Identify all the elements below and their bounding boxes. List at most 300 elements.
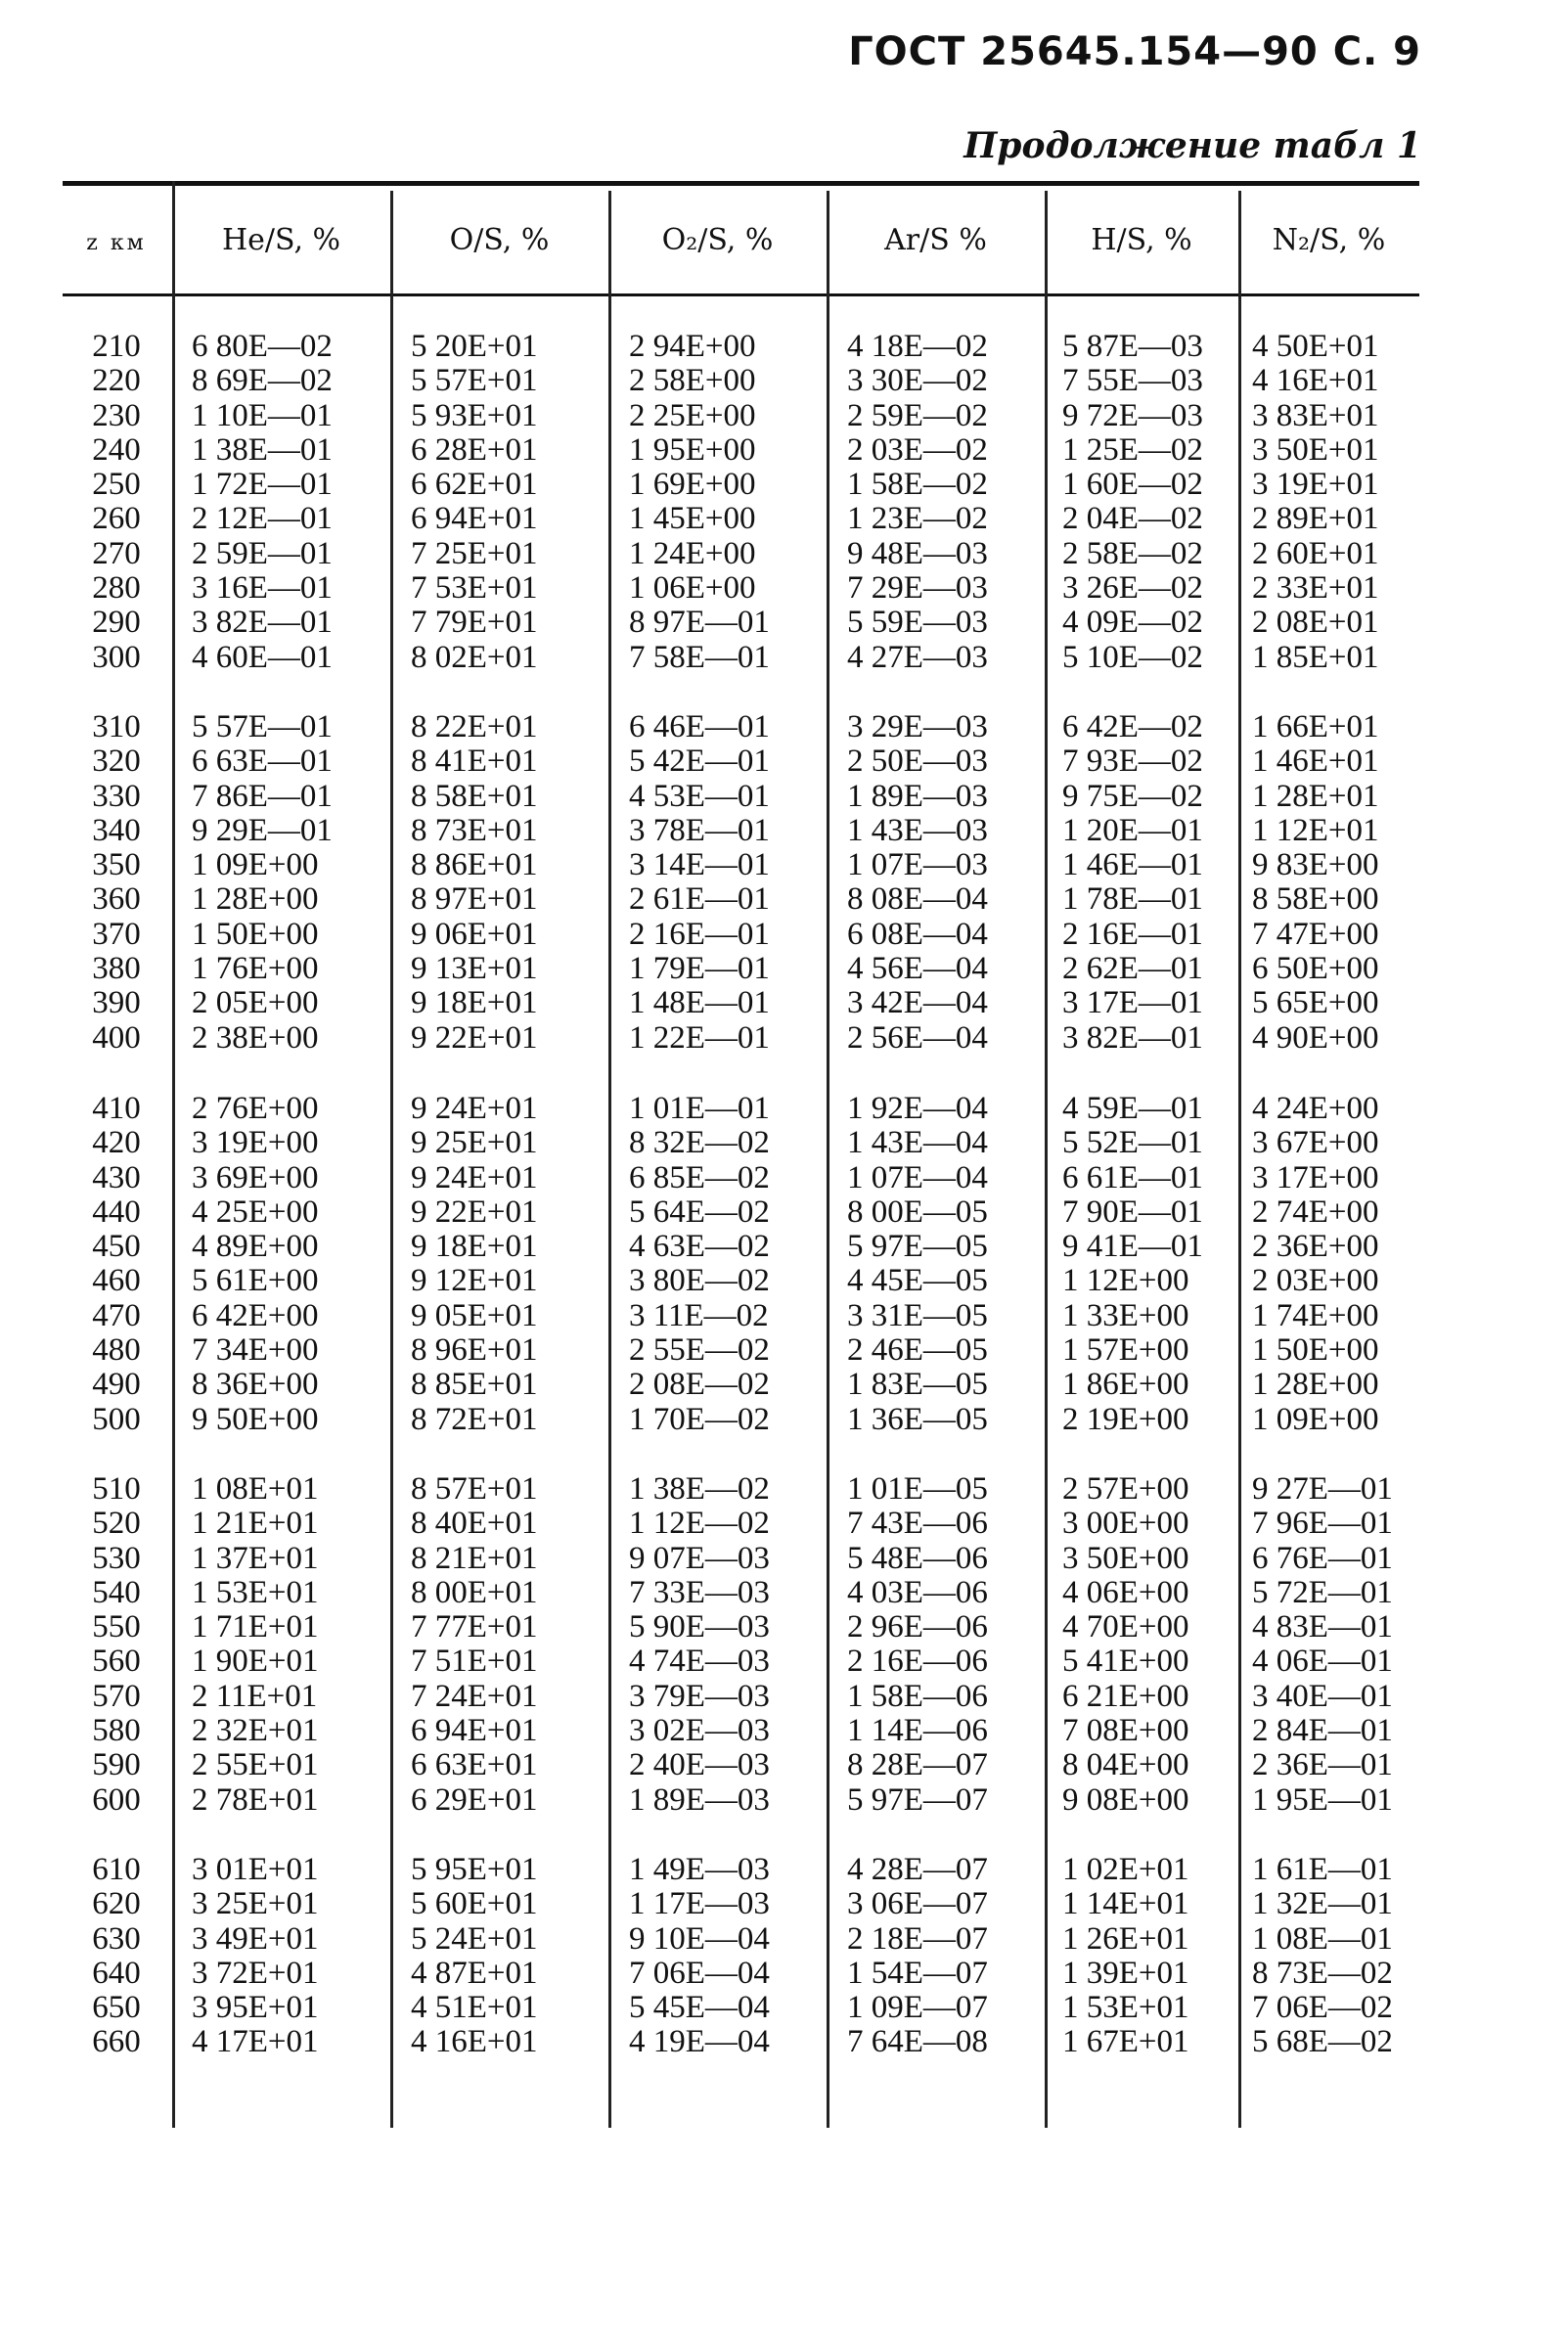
- table-cell: 3 78E—01: [629, 812, 770, 848]
- table-cell: 360: [92, 881, 141, 918]
- column-z-values: [63, 1092, 170, 1437]
- table-cell: 6 61E—01: [1062, 1159, 1203, 1195]
- column-he-values: [192, 1092, 387, 1437]
- column-o2-values: [629, 1092, 825, 1437]
- table-cell: 300: [92, 639, 141, 675]
- column-h-values: [1062, 1472, 1238, 1818]
- table-cell: 330: [92, 778, 141, 814]
- table-cell: 4 50E+01: [1252, 329, 1379, 364]
- table-cell: 1 07E—03: [847, 847, 988, 883]
- table-cell: 1 09E+00: [192, 847, 319, 883]
- table-cell: 5 57E—01: [192, 709, 333, 744]
- table-cell: 3 00E+00: [1062, 1506, 1189, 1542]
- table-cell: 4 90E+00: [1252, 1019, 1379, 1056]
- table-cell: 4 25E+00: [192, 1194, 319, 1230]
- table-cell: 3 69E+00: [192, 1159, 319, 1195]
- column-header-h: H/S, %: [1091, 223, 1192, 257]
- column-ar-values: [847, 1092, 1043, 1437]
- table-cell: 470: [92, 1297, 141, 1333]
- table-cell: 5 52E—01: [1062, 1125, 1203, 1161]
- column-ar-values: [847, 330, 1043, 675]
- table-cell: 1 17E—03: [629, 1886, 770, 1922]
- table-cell: 1 14E+01: [1062, 1886, 1189, 1922]
- table-cell: 1 92E—04: [847, 1091, 988, 1126]
- table-cell: 7 93E—02: [1062, 743, 1203, 780]
- table-cell: 1 78E—01: [1062, 881, 1203, 918]
- table-cell: 7 51E+01: [411, 1644, 538, 1680]
- table-cell: 9 27E—01: [1252, 1471, 1393, 1507]
- table-cell: 8 72E+01: [411, 1401, 538, 1437]
- table-cell: 5 64E—02: [629, 1194, 770, 1230]
- table-cell: 2 57E+00: [1062, 1471, 1189, 1507]
- table-cell: 1 58E—06: [847, 1678, 988, 1714]
- table-row-group: [0, 710, 1568, 1072]
- column-he-values: [192, 1853, 387, 2060]
- table-cell: 9 07E—03: [629, 1540, 770, 1576]
- table-cell: 8 04E+00: [1062, 1747, 1189, 1783]
- table-cell: 1 83E—05: [847, 1367, 988, 1403]
- table-cell: 1 79E—01: [629, 951, 770, 987]
- table-cell: 1 33E+00: [1062, 1297, 1189, 1333]
- table-cell: 2 78E+01: [192, 1781, 319, 1818]
- table-cell: 1 02E+01: [1062, 1852, 1189, 1887]
- table-cell: 4 51E+01: [411, 1990, 538, 2026]
- table-cell: 1 38E—02: [629, 1471, 770, 1507]
- table-cell: 1 22E—01: [629, 1019, 770, 1056]
- table-cell: 450: [92, 1229, 141, 1265]
- column-he-values: [192, 710, 387, 1056]
- table-cell: 4 83E—01: [1252, 1609, 1393, 1645]
- table-cell: 5 48E—06: [847, 1540, 988, 1576]
- table-cell: 310: [92, 709, 141, 744]
- table-cell: 4 06E+00: [1062, 1574, 1189, 1610]
- column-n2-values: [1252, 330, 1418, 675]
- table-cell: 610: [92, 1852, 141, 1887]
- table-cell: 1 01E—01: [629, 1091, 770, 1126]
- table-cell: 1 09E+00: [1252, 1401, 1379, 1437]
- table-cell: 3 82E—01: [1062, 1019, 1203, 1056]
- table-cell: 3 01E+01: [192, 1852, 319, 1887]
- table-cell: 4 27E—03: [847, 639, 988, 675]
- table-cell: 1 28E+00: [1252, 1367, 1379, 1403]
- table-cell: 1 01E—05: [847, 1471, 988, 1507]
- table-cell: 3 29E—03: [847, 709, 988, 744]
- table-cell: 5 87E—03: [1062, 329, 1203, 364]
- table-cell: 4 59E—01: [1062, 1091, 1203, 1126]
- table-cell: 3 50E+00: [1062, 1540, 1189, 1576]
- table-cell: 390: [92, 985, 141, 1021]
- column-o2-values: [629, 330, 825, 675]
- table-cell: 500: [92, 1401, 141, 1437]
- table-cell: 660: [92, 2024, 141, 2060]
- table-cell: 2 16E—01: [629, 916, 770, 952]
- table-cell: 1 43E—03: [847, 812, 988, 848]
- table-cell: 600: [92, 1781, 141, 1818]
- table-cell: 8 97E+01: [411, 881, 538, 918]
- table-cell: 7 29E—03: [847, 570, 988, 607]
- table-cell: 7 86E—01: [192, 778, 333, 814]
- table-cell: 5 72E—01: [1252, 1574, 1393, 1610]
- table-cell: 3 11E—02: [629, 1297, 769, 1333]
- table-cell: 7 96E—01: [1252, 1506, 1393, 1542]
- table-cell: 2 56E—04: [847, 1019, 988, 1056]
- table-cell: 240: [92, 431, 141, 468]
- table-cell: 1 57E+00: [1062, 1332, 1189, 1369]
- table-cell: 1 38E—01: [192, 431, 333, 468]
- table-cell: 1 06E+00: [629, 570, 756, 607]
- table-cell: 8 96E+01: [411, 1332, 538, 1369]
- column-ar-values: [847, 1472, 1043, 1818]
- table-cell: 8 22E+01: [411, 709, 538, 744]
- table-cell: 4 18E—02: [847, 329, 988, 364]
- table-cell: 560: [92, 1644, 141, 1680]
- table-cell: 4 09E—02: [1062, 605, 1203, 641]
- table-cell: 2 04E—02: [1062, 501, 1203, 537]
- document-title: ГОСТ 25645.154—90 С. 9: [848, 29, 1421, 74]
- table-cell: 480: [92, 1332, 141, 1369]
- table-cell: 4 45E—05: [847, 1263, 988, 1299]
- table-cell: 9 48E—03: [847, 535, 988, 571]
- table-cell: 410: [92, 1091, 141, 1126]
- column-he-values: [192, 330, 387, 675]
- table-cell: 1 12E+00: [1062, 1263, 1189, 1299]
- column-ar-values: [847, 1853, 1043, 2060]
- table-cell: 220: [92, 363, 141, 399]
- table-cell: 5 57E+01: [411, 363, 538, 399]
- table-cell: 6 80E—02: [192, 329, 333, 364]
- table-cell: 5 61E+00: [192, 1263, 319, 1299]
- table-cell: 4 63E—02: [629, 1229, 770, 1265]
- table-cell: 590: [92, 1747, 141, 1783]
- table-cell: 2 12E—01: [192, 501, 333, 537]
- table-cell: 490: [92, 1367, 141, 1403]
- table-cell: 3 16E—01: [192, 570, 333, 607]
- table-top-rule: [63, 181, 1419, 186]
- table-cell: 1 24E+00: [629, 535, 756, 571]
- column-header-he: He/S, %: [221, 223, 341, 257]
- table-cell: 2 59E—01: [192, 535, 333, 571]
- table-cell: 7 24E+01: [411, 1678, 538, 1714]
- table-cell: 1 50E+00: [192, 916, 319, 952]
- table-row-group: [0, 1092, 1568, 1454]
- table-cell: 6 42E+00: [192, 1297, 319, 1333]
- table-cell: 1 43E—04: [847, 1125, 988, 1161]
- table-cell: 7 90E—01: [1062, 1194, 1203, 1230]
- table-cell: 9 18E+01: [411, 1229, 538, 1265]
- table-cell: 8 86E+01: [411, 847, 538, 883]
- table-cell: 6 46E—01: [629, 709, 770, 744]
- column-o-values: [411, 330, 606, 675]
- table-cell: 8 28E—07: [847, 1747, 988, 1783]
- table-cell: 1 28E+01: [1252, 778, 1379, 814]
- table-cell: 7 25E+01: [411, 535, 538, 571]
- table-cell: 5 20E+01: [411, 329, 538, 364]
- table-cell: 8 08E—04: [847, 881, 988, 918]
- table-cell: 4 60E—01: [192, 639, 333, 675]
- table-cell: 3 83E+01: [1252, 397, 1379, 433]
- table-cell: 3 67E+00: [1252, 1125, 1379, 1161]
- table-cell: 6 94E+01: [411, 501, 538, 537]
- table-cell: 7 33E—03: [629, 1574, 770, 1610]
- table-cell: 7 64E—08: [847, 2024, 988, 2060]
- table-cell: 1 60E—02: [1062, 467, 1203, 503]
- table-cell: 6 21E+00: [1062, 1678, 1189, 1714]
- table-cell: 250: [92, 467, 141, 503]
- table-cell: 260: [92, 501, 141, 537]
- table-cell: 3 17E+00: [1252, 1159, 1379, 1195]
- table-cell: 1 61E—01: [1252, 1852, 1393, 1887]
- table-cell: 8 36E+00: [192, 1367, 319, 1403]
- table-cell: 3 49E+01: [192, 1920, 319, 1957]
- table-cell: 350: [92, 847, 141, 883]
- table-cell: 1 32E—01: [1252, 1886, 1393, 1922]
- table-cell: 2 08E—02: [629, 1367, 770, 1403]
- table-cell: 1 89E—03: [847, 778, 988, 814]
- table-cell: 2 05E+00: [192, 985, 319, 1021]
- table-cell: 7 43E—06: [847, 1506, 988, 1542]
- table-cell: 580: [92, 1713, 141, 1749]
- table-cell: 7 06E—02: [1252, 1990, 1393, 2026]
- column-o-values: [411, 1472, 606, 1818]
- table-row-group: [0, 330, 1568, 692]
- table-cell: 400: [92, 1019, 141, 1056]
- table-cell: 1 76E+00: [192, 951, 319, 987]
- table-cell: 9 50E+00: [192, 1401, 319, 1437]
- table-cell: 4 03E—06: [847, 1574, 988, 1610]
- column-o2-values: [629, 1853, 825, 2060]
- table-cell: 5 97E—07: [847, 1781, 988, 1818]
- table-cell: 2 58E—02: [1062, 535, 1203, 571]
- table-cell: 1 28E+00: [192, 881, 319, 918]
- table-cell: 4 87E+01: [411, 1955, 538, 1991]
- table-cell: 5 95E+01: [411, 1852, 538, 1887]
- table-cell: 2 11E+01: [192, 1678, 318, 1714]
- table-cell: 420: [92, 1125, 141, 1161]
- table-cell: 5 45E—04: [629, 1990, 770, 2026]
- table-cell: 1 14E—06: [847, 1713, 988, 1749]
- table-cell: 4 16E+01: [411, 2024, 538, 2060]
- table-cell: 5 60E+01: [411, 1886, 538, 1922]
- table-cell: 1 54E—07: [847, 1955, 988, 1991]
- column-ar-values: [847, 710, 1043, 1056]
- table-cell: 1 26E+01: [1062, 1920, 1189, 1957]
- column-h-values: [1062, 1853, 1238, 2060]
- table-cell: 3 95E+01: [192, 1990, 319, 2026]
- table-cell: 6 28E+01: [411, 431, 538, 468]
- table-cell: 1 46E—01: [1062, 847, 1203, 883]
- table-cell: 550: [92, 1609, 141, 1645]
- table-continuation-caption: Продолжение табл 1: [963, 125, 1421, 166]
- table-cell: 2 16E—06: [847, 1644, 988, 1680]
- table-cell: 7 53E+01: [411, 570, 538, 607]
- table-cell: 1 58E—02: [847, 467, 988, 503]
- column-h-values: [1062, 710, 1238, 1056]
- table-cell: 1 49E—03: [629, 1852, 770, 1887]
- table-cell: 3 40E—01: [1252, 1678, 1393, 1714]
- table-cell: 3 19E+01: [1252, 467, 1379, 503]
- table-cell: 8 58E+01: [411, 778, 538, 814]
- table-cell: 620: [92, 1886, 141, 1922]
- table-cell: 9 05E+01: [411, 1297, 538, 1333]
- table-cell: 7 58E—01: [629, 639, 770, 675]
- column-header-o: O/S, %: [449, 223, 550, 257]
- table-cell: 1 23E—02: [847, 501, 988, 537]
- table-cell: 630: [92, 1920, 141, 1957]
- table-cell: 5 59E—03: [847, 605, 988, 641]
- column-n2-values: [1252, 1472, 1418, 1818]
- table-cell: 5 41E+00: [1062, 1644, 1189, 1680]
- table-cell: 3 31E—05: [847, 1297, 988, 1333]
- table-cell: 1 20E—01: [1062, 812, 1203, 848]
- table-cell: 8 41E+01: [411, 743, 538, 780]
- table-cell: 1 85E+01: [1252, 639, 1379, 675]
- table-cell: 4 89E+00: [192, 1229, 319, 1265]
- table-cell: 2 16E—01: [1062, 916, 1203, 952]
- table-cell: 5 24E+01: [411, 1920, 538, 1957]
- table-cell: 210: [92, 329, 141, 364]
- table-cell: 3 02E—03: [629, 1713, 770, 1749]
- table-cell: 650: [92, 1990, 141, 2026]
- table-cell: 1 07E—04: [847, 1159, 988, 1195]
- table-cell: 4 19E—04: [629, 2024, 770, 2060]
- table-cell: 1 95E+00: [629, 431, 756, 468]
- table-cell: 7 77E+01: [411, 1609, 538, 1645]
- table-cell: 2 76E+00: [192, 1091, 319, 1126]
- table-cell: 1 71E+01: [192, 1609, 319, 1645]
- table-cell: 9 18E+01: [411, 985, 538, 1021]
- table-cell: 4 06E—01: [1252, 1644, 1393, 1680]
- table-cell: 2 36E+00: [1252, 1229, 1379, 1265]
- table-cell: 1 48E—01: [629, 985, 770, 1021]
- table-cell: 6 76E—01: [1252, 1540, 1393, 1576]
- table-cell: 1 90E+01: [192, 1644, 319, 1680]
- table-cell: 440: [92, 1194, 141, 1230]
- table-cell: 8 02E+01: [411, 639, 538, 675]
- table-cell: 8 58E+00: [1252, 881, 1379, 918]
- table-cell: 1 39E+01: [1062, 1955, 1189, 1991]
- table-cell: 9 25E+01: [411, 1125, 538, 1161]
- table-cell: 2 50E—03: [847, 743, 988, 780]
- table-cell: 9 12E+01: [411, 1263, 538, 1299]
- column-z-values: [63, 1853, 170, 2060]
- table-cell: 3 80E—02: [629, 1263, 770, 1299]
- table-cell: 9 10E—04: [629, 1920, 770, 1957]
- table-cell: 8 40E+01: [411, 1506, 538, 1542]
- column-z-values: [63, 330, 170, 675]
- table-cell: 430: [92, 1159, 141, 1195]
- table-cell: 3 19E+00: [192, 1125, 319, 1161]
- table-cell: 510: [92, 1471, 141, 1507]
- table-cell: 4 70E+00: [1062, 1609, 1189, 1645]
- table-cell: 2 89E+01: [1252, 501, 1379, 537]
- table-cell: 2 55E—02: [629, 1332, 770, 1369]
- table-cell: 320: [92, 743, 141, 780]
- table-cell: 3 26E—02: [1062, 570, 1203, 607]
- table-cell: 3 06E—07: [847, 1886, 988, 1922]
- column-o-values: [411, 1092, 606, 1437]
- table-cell: 9 24E+01: [411, 1159, 538, 1195]
- column-z-values: [63, 710, 170, 1056]
- table-cell: 370: [92, 916, 141, 952]
- table-cell: 1 12E—02: [629, 1506, 770, 1542]
- table-cell: 8 57E+01: [411, 1471, 538, 1507]
- column-o-values: [411, 1853, 606, 2060]
- column-h-values: [1062, 330, 1238, 675]
- table-cell: 8 69E—02: [192, 363, 333, 399]
- table-cell: 9 75E—02: [1062, 778, 1203, 814]
- table-cell: 1 10E—01: [192, 397, 333, 433]
- table-cell: 1 74E+00: [1252, 1297, 1379, 1333]
- table-cell: 1 12E+01: [1252, 812, 1379, 848]
- table-cell: 2 62E—01: [1062, 951, 1203, 987]
- table-row-group: [0, 1472, 1568, 1834]
- table-cell: 2 33E+01: [1252, 570, 1379, 607]
- table-cell: 6 42E—02: [1062, 709, 1203, 744]
- table-cell: 4 28E—07: [847, 1852, 988, 1887]
- table-cell: 1 95E—01: [1252, 1781, 1393, 1818]
- table-cell: 380: [92, 951, 141, 987]
- column-header-z: z км: [86, 231, 147, 255]
- table-cell: 6 63E—01: [192, 743, 333, 780]
- table-cell: 530: [92, 1540, 141, 1576]
- table-cell: 340: [92, 812, 141, 848]
- table-cell: 5 65E+00: [1252, 985, 1379, 1021]
- table-cell: 3 72E+01: [192, 1955, 319, 1991]
- table-cell: 2 94E+00: [629, 329, 756, 364]
- table-cell: 1 72E—01: [192, 467, 333, 503]
- table-cell: 1 08E—01: [1252, 1920, 1393, 1957]
- table-cell: 5 68E—02: [1252, 2024, 1393, 2060]
- table-cell: 1 53E+01: [192, 1574, 319, 1610]
- table-cell: 2 61E—01: [629, 881, 770, 918]
- table-cell: 460: [92, 1263, 141, 1299]
- table-cell: 2 25E+00: [629, 397, 756, 433]
- table-cell: 9 08E+00: [1062, 1781, 1189, 1818]
- table-cell: 9 29E—01: [192, 812, 333, 848]
- table-cell: 1 69E+00: [629, 467, 756, 503]
- table-cell: 7 08E+00: [1062, 1713, 1189, 1749]
- table-cell: 8 00E—05: [847, 1194, 988, 1230]
- column-header-ar: Ar/S %: [884, 223, 987, 257]
- table-cell: 2 32E+01: [192, 1713, 319, 1749]
- table-cell: 2 58E+00: [629, 363, 756, 399]
- table-cell: 270: [92, 535, 141, 571]
- table-cell: 2 46E—05: [847, 1332, 988, 1369]
- table-cell: 1 89E—03: [629, 1781, 770, 1818]
- table-cell: 8 21E+01: [411, 1540, 538, 1576]
- table-cell: 7 79E+01: [411, 605, 538, 641]
- table-cell: 1 21E+01: [192, 1506, 319, 1542]
- table-cell: 1 50E+00: [1252, 1332, 1379, 1369]
- table-cell: 8 73E—02: [1252, 1955, 1393, 1991]
- table-cell: 2 08E+01: [1252, 605, 1379, 641]
- table-cell: 3 25E+01: [192, 1886, 319, 1922]
- table-cell: 9 22E+01: [411, 1019, 538, 1056]
- table-cell: 1 45E+00: [629, 501, 756, 537]
- table-cell: 8 85E+01: [411, 1367, 538, 1403]
- table-cell: 5 93E+01: [411, 397, 538, 433]
- table-cell: 3 79E—03: [629, 1678, 770, 1714]
- table-cell: 1 09E—07: [847, 1990, 988, 2026]
- table-cell: 280: [92, 570, 141, 607]
- table-cell: 1 46E+01: [1252, 743, 1379, 780]
- table-cell: 6 50E+00: [1252, 951, 1379, 987]
- table-cell: 3 17E—01: [1062, 985, 1203, 1021]
- table-cell: 540: [92, 1574, 141, 1610]
- column-n2-values: [1252, 710, 1418, 1056]
- table-cell: 2 55E+01: [192, 1747, 319, 1783]
- table-cell: 9 83E+00: [1252, 847, 1379, 883]
